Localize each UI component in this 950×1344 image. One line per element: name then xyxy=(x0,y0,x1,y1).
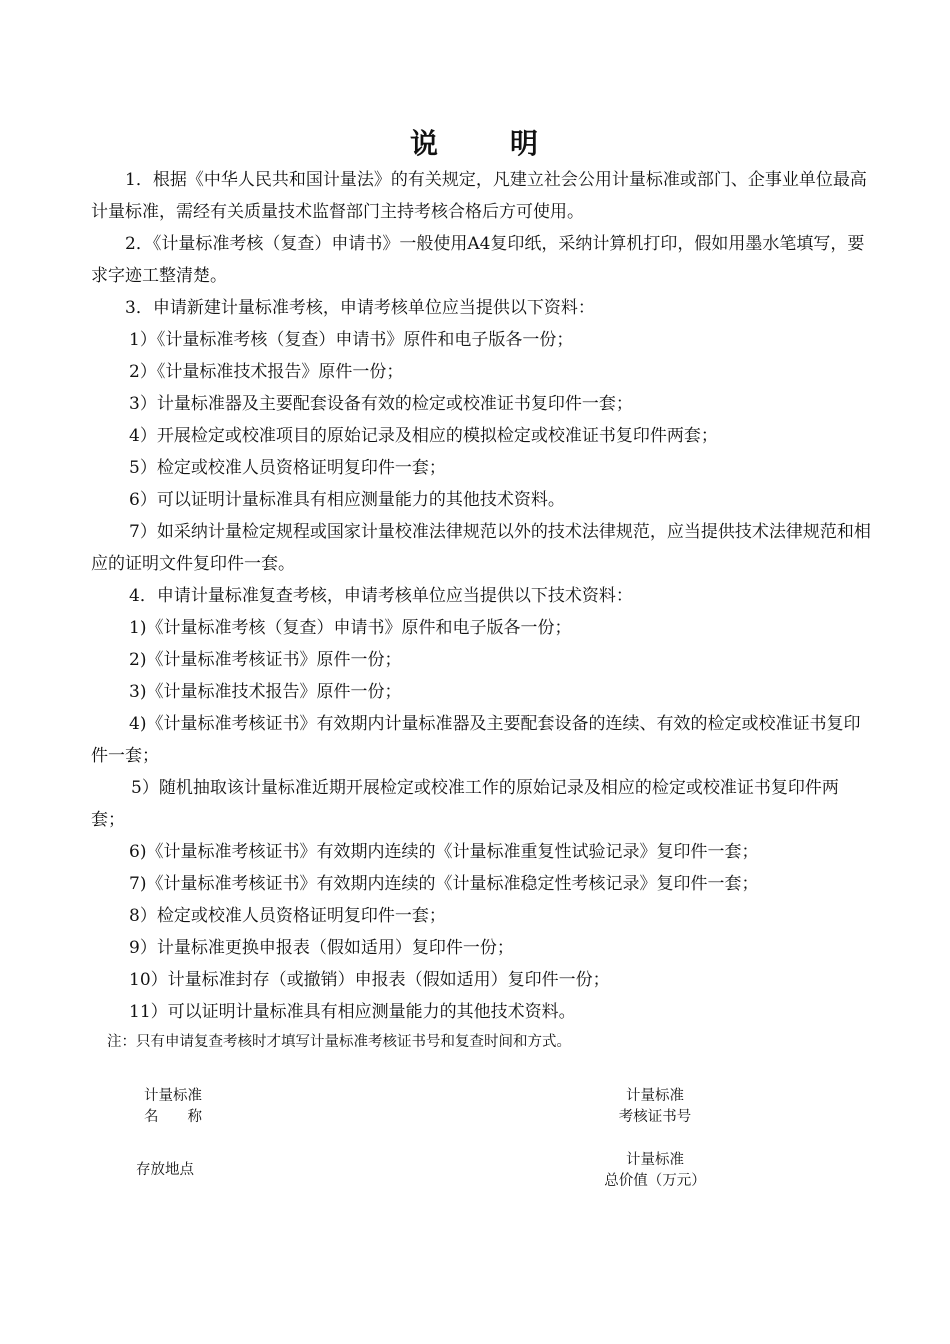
list-item: 2）《计量标准技术报告》原件一份； xyxy=(129,362,404,382)
title-char-2: 明 xyxy=(510,127,541,160)
paragraph: 4．申请计量标准复查考核，申请考核单位应当提供以下技术资料： xyxy=(129,586,633,606)
list-item: 5）检定或校准人员资格证明复印件一套； xyxy=(129,458,446,478)
list-item: 7）如采纳计量检定规程或国家计量校准法律规范以外的技术法律规范，应当提供技术法律规范和相应的证明文件复印件一套。 xyxy=(91,522,871,574)
page-title xyxy=(0,122,950,166)
list-item: 8）检定或校准人员资格证明复印件一套； xyxy=(129,906,446,926)
total-value-label xyxy=(590,1150,720,1192)
title-char-1: 说 xyxy=(409,127,440,160)
list-item: 5）随机抽取该计量标准近期开展检定或校准工作的原始记录及相应的检定或校准证书复印件两套； xyxy=(91,778,839,830)
list-item: 1）《计量标准考核（复查）申请书》原件和电子版各一份； xyxy=(129,330,574,350)
cert-number-label xyxy=(600,1086,710,1128)
cert-number-label-line2: 考核证书号 xyxy=(618,1109,692,1125)
cert-number-label-line1: 计量标准 xyxy=(626,1088,684,1104)
paragraph: 1．根据《中华人民共和国计量法》的有关规定，凡建立社会公用计量标准或部门、企事业单位最高计量标准，需经有关质量技术监督部门主持考核合格后方可使用。 xyxy=(91,170,867,222)
list-item: 6）可以证明计量标准具有相应测量能力的其他技术资料。 xyxy=(129,490,565,510)
footnote: 注：只有申请复查考核时才填写计量标准考核证书号和复查时间和方式。 xyxy=(107,1034,571,1050)
list-item: 7)《计量标准考核证书》有效期内连续的《计量标准稳定性考核记录》复印件一套； xyxy=(129,874,759,894)
list-item: 11）可以证明计量标准具有相应测量能力的其他技术资料。 xyxy=(129,1002,576,1022)
total-value-label-line2: 总价值（万元） xyxy=(604,1173,706,1189)
list-item: 10）计量标准封存（或撤销）申报表（假如适用）复印件一份； xyxy=(129,970,610,990)
list-item: 4)《计量标准考核证书》有效期内计量标准器及主要配套设备的连续、有效的检定或校准证书复印件一套； xyxy=(91,714,861,766)
total-value-label-line1: 计量标准 xyxy=(626,1152,684,1168)
standard-name-label-line1: 计量标准 xyxy=(144,1088,202,1104)
standard-name-label-line2: 名 称 xyxy=(144,1109,202,1125)
list-item: 9）计量标准更换申报表（假如适用）复印件一份； xyxy=(129,938,514,958)
paragraph: 3．申请新建计量标准考核，申请考核单位应当提供以下资料： xyxy=(125,298,595,318)
list-item: 2)《计量标准考核证书》原件一份； xyxy=(129,650,402,670)
storage-location-label: 存放地点 xyxy=(136,1162,194,1178)
list-item: 3）计量标准器及主要配套设备有效的检定或校准证书复印件一套； xyxy=(129,394,633,414)
list-item: 6)《计量标准考核证书》有效期内连续的《计量标准重复性试验记录》复印件一套； xyxy=(129,842,759,862)
paragraph: 2．《计量标准考核（复查）申请书》一般使用A4复印纸，采纳计算机打印，假如用墨水笔填写，要求字迹工整清楚。 xyxy=(91,234,865,286)
standard-name-label xyxy=(128,1086,218,1128)
list-item: 4）开展检定或校准项目的原始记录及相应的模拟检定或校准证书复印件两套； xyxy=(129,426,718,446)
list-item: 1)《计量标准考核（复查）申请书》原件和电子版各一份； xyxy=(129,618,572,638)
list-item: 3)《计量标准技术报告》原件一份； xyxy=(129,682,402,702)
